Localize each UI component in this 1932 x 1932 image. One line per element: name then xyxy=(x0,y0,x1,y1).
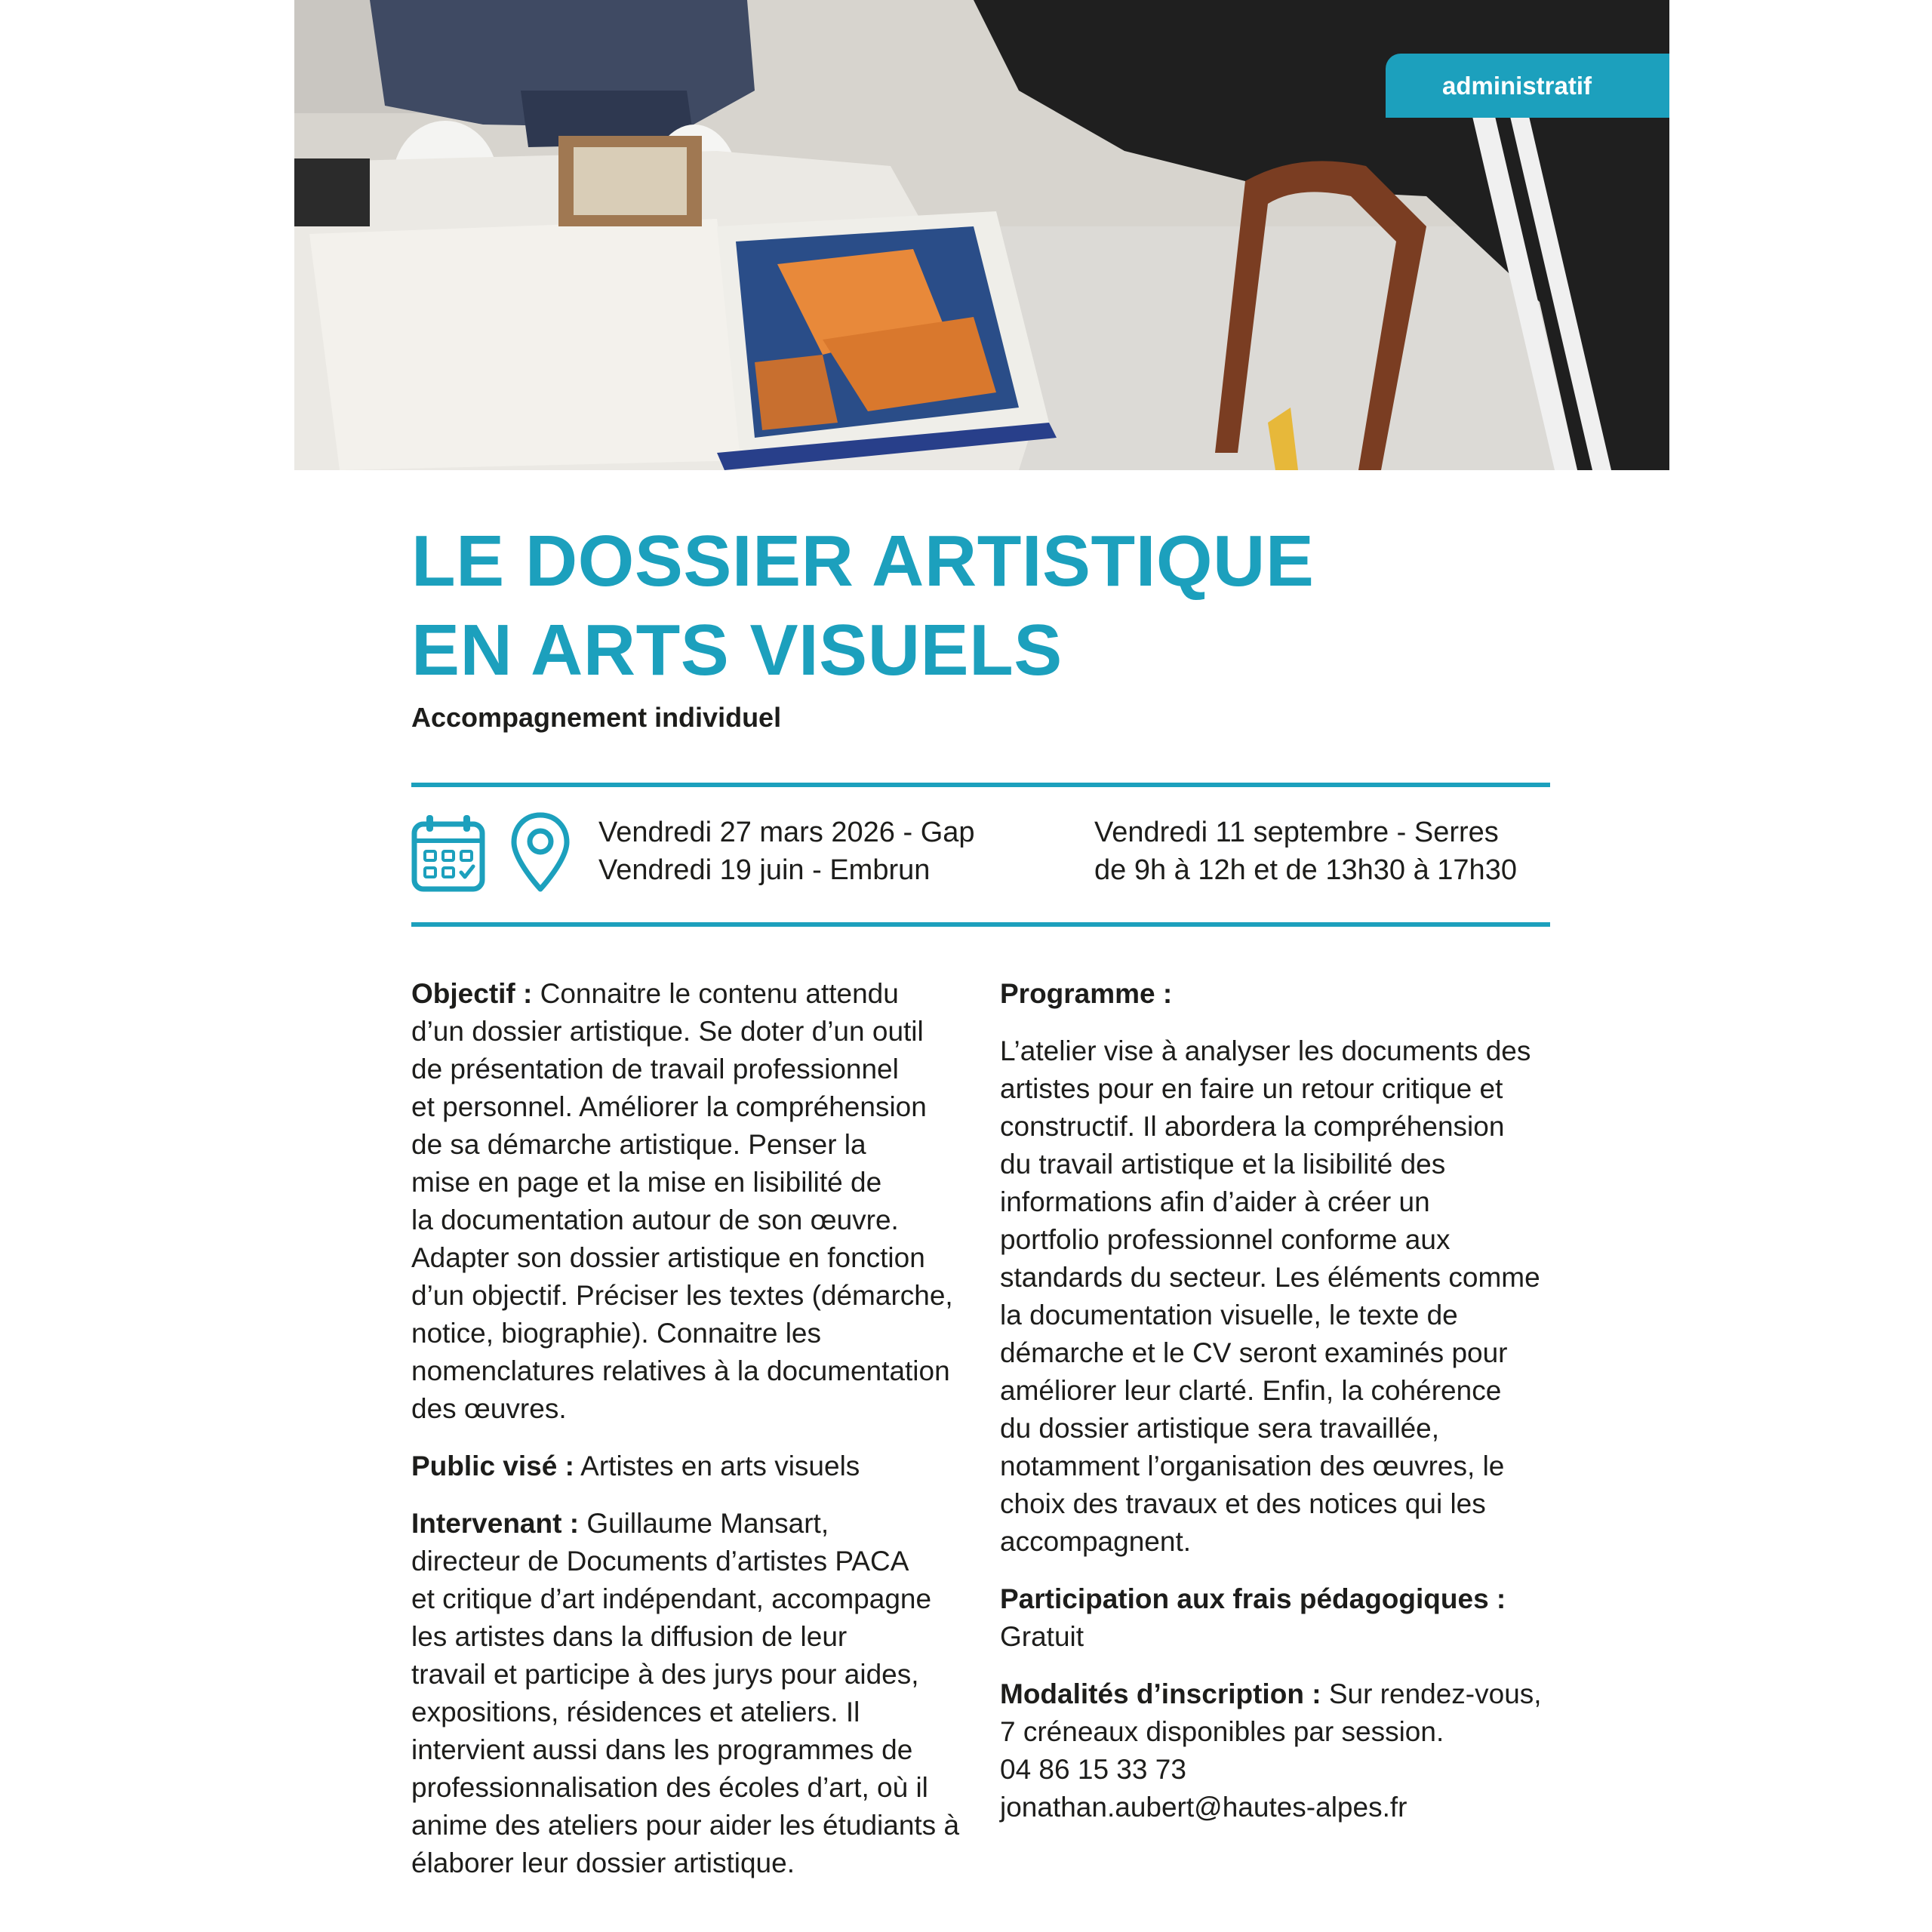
programme-line: accompagnent. xyxy=(1000,1526,1192,1557)
programme-line: choix des travaux et des notices qui les xyxy=(1000,1488,1486,1519)
dates-column-2 xyxy=(1094,814,1517,889)
frais-label: Participation aux frais pédagogiques : xyxy=(1000,1583,1506,1614)
objectif-label: Objectif : xyxy=(411,978,533,1009)
date-gap: Vendredi 27 mars 2026 - Gap xyxy=(598,817,975,848)
intervenant-line: intervient aussi dans les programmes de xyxy=(411,1734,913,1765)
contact-email[interactable]: jonathan.aubert@hautes-alpes.fr xyxy=(1000,1792,1407,1823)
intervenant-line: les artistes dans la diffusion de leur xyxy=(411,1621,848,1652)
public-value: Artistes en arts visuels xyxy=(580,1451,860,1481)
page-title xyxy=(411,517,1468,695)
category-tag: administratif xyxy=(1386,54,1669,118)
divider-top xyxy=(411,783,1550,787)
programme-heading xyxy=(1000,975,1551,1013)
programme-line: la documentation visuelle, le texte de xyxy=(1000,1300,1458,1331)
intervenant-line: professionnalisation des écoles d’art, où il xyxy=(411,1772,928,1803)
left-column xyxy=(411,975,970,1882)
programme-line: du dossier artistique sera travaillée, xyxy=(1000,1413,1440,1444)
contact-phone[interactable]: 04 86 15 33 73 xyxy=(1000,1754,1186,1785)
session-hours: de 9h à 12h et de 13h30 à 17h30 xyxy=(1094,854,1517,886)
title-line-1: LE DOSSIER ARTISTIQUE xyxy=(411,521,1315,601)
objectif-line: notice, biographie). Connaitre les xyxy=(411,1318,821,1349)
intervenant-text: Guillaume Mansart, xyxy=(586,1508,829,1539)
intervenant-paragraph xyxy=(411,1505,970,1882)
programme-line: L’atelier vise à analyser les documents des xyxy=(1000,1035,1531,1066)
programme-line: notamment l’organisation des œuvres, le xyxy=(1000,1451,1505,1481)
date-embrun: Vendredi 19 juin - Embrun xyxy=(598,854,931,886)
programme-line: artistes pour en faire un retour critique et xyxy=(1000,1073,1503,1104)
programme-paragraph xyxy=(1000,1032,1551,1561)
public-label: Public visé : xyxy=(411,1451,574,1481)
objectif-line-0 xyxy=(411,975,970,1013)
programme-line: démarche et le CV seront examinés pour xyxy=(1000,1337,1508,1368)
objectif-line: d’un objectif. Préciser les textes (démarche, xyxy=(411,1280,953,1311)
objectif-line: de sa démarche artistique. Penser la xyxy=(411,1129,866,1160)
calendar-icon xyxy=(411,814,485,892)
objectif-line: Adapter son dossier artistique en fonction xyxy=(411,1242,925,1273)
intervenant-line: directeur de Documents d’artistes PACA xyxy=(411,1546,909,1577)
hero-photo xyxy=(294,0,1669,470)
objectif-line: de présentation de travail professionnel xyxy=(411,1054,899,1084)
intervenant-line: anime des ateliers pour aider les étudiants à xyxy=(411,1810,960,1841)
modalites-label: Modalités d’inscription : xyxy=(1000,1678,1321,1709)
programme-line: constructif. Il abordera la compréhension xyxy=(1000,1111,1505,1142)
programme-line: standards du secteur. Les éléments comme xyxy=(1000,1262,1540,1293)
programme-line: informations afin d’aider à créer un xyxy=(1000,1186,1430,1217)
programme-label: Programme : xyxy=(1000,978,1173,1009)
objectif-line: la documentation autour de son œuvre. xyxy=(411,1204,899,1235)
objectif-paragraph xyxy=(411,975,970,1428)
dates-column-1 xyxy=(598,814,975,889)
intervenant-line: expositions, résidences et ateliers. Il xyxy=(411,1697,860,1727)
intervenant-line: élaborer leur dossier artistique. xyxy=(411,1847,795,1878)
intervenant-line: et critique d’art indépendant, accompagne xyxy=(411,1583,932,1614)
objectif-line: et personnel. Améliorer la compréhension xyxy=(411,1091,927,1122)
objectif-line: d’un dossier artistique. Se doter d’un outil xyxy=(411,1016,924,1047)
date-serres: Vendredi 11 septembre - Serres xyxy=(1094,817,1499,848)
objectif-line: des œuvres. xyxy=(411,1393,567,1424)
intervenant-label: Intervenant : xyxy=(411,1508,580,1539)
programme-line: portfolio professionnel conforme aux xyxy=(1000,1224,1451,1255)
modalites-paragraph xyxy=(1000,1675,1551,1826)
divider-bottom xyxy=(411,922,1550,927)
intervenant-line: travail et participe à des jurys pour aides, xyxy=(411,1659,919,1690)
programme-line: du travail artistique et la lisibilité des xyxy=(1000,1149,1446,1180)
frais-value: Gratuit xyxy=(1000,1621,1084,1652)
subtitle: Accompagnement individuel xyxy=(411,702,782,733)
title-line-2: EN ARTS VISUELS xyxy=(411,610,1063,691)
location-pin-icon xyxy=(509,811,571,895)
right-column xyxy=(1000,975,1551,1826)
programme-line: améliorer leur clarté. Enfin, la cohérence xyxy=(1000,1375,1502,1406)
objectif-text: Connaitre le contenu attendu xyxy=(540,978,899,1009)
objectif-line: nomenclatures relatives à la documentation xyxy=(411,1355,950,1386)
objectif-line: mise en page et la mise en lisibilité de xyxy=(411,1167,882,1198)
modalites-text: Sur rendez-vous, xyxy=(1328,1678,1542,1709)
public-paragraph xyxy=(411,1447,970,1485)
frais-paragraph xyxy=(1000,1580,1551,1656)
modalites-line: 7 créneaux disponibles par session. xyxy=(1000,1716,1444,1747)
